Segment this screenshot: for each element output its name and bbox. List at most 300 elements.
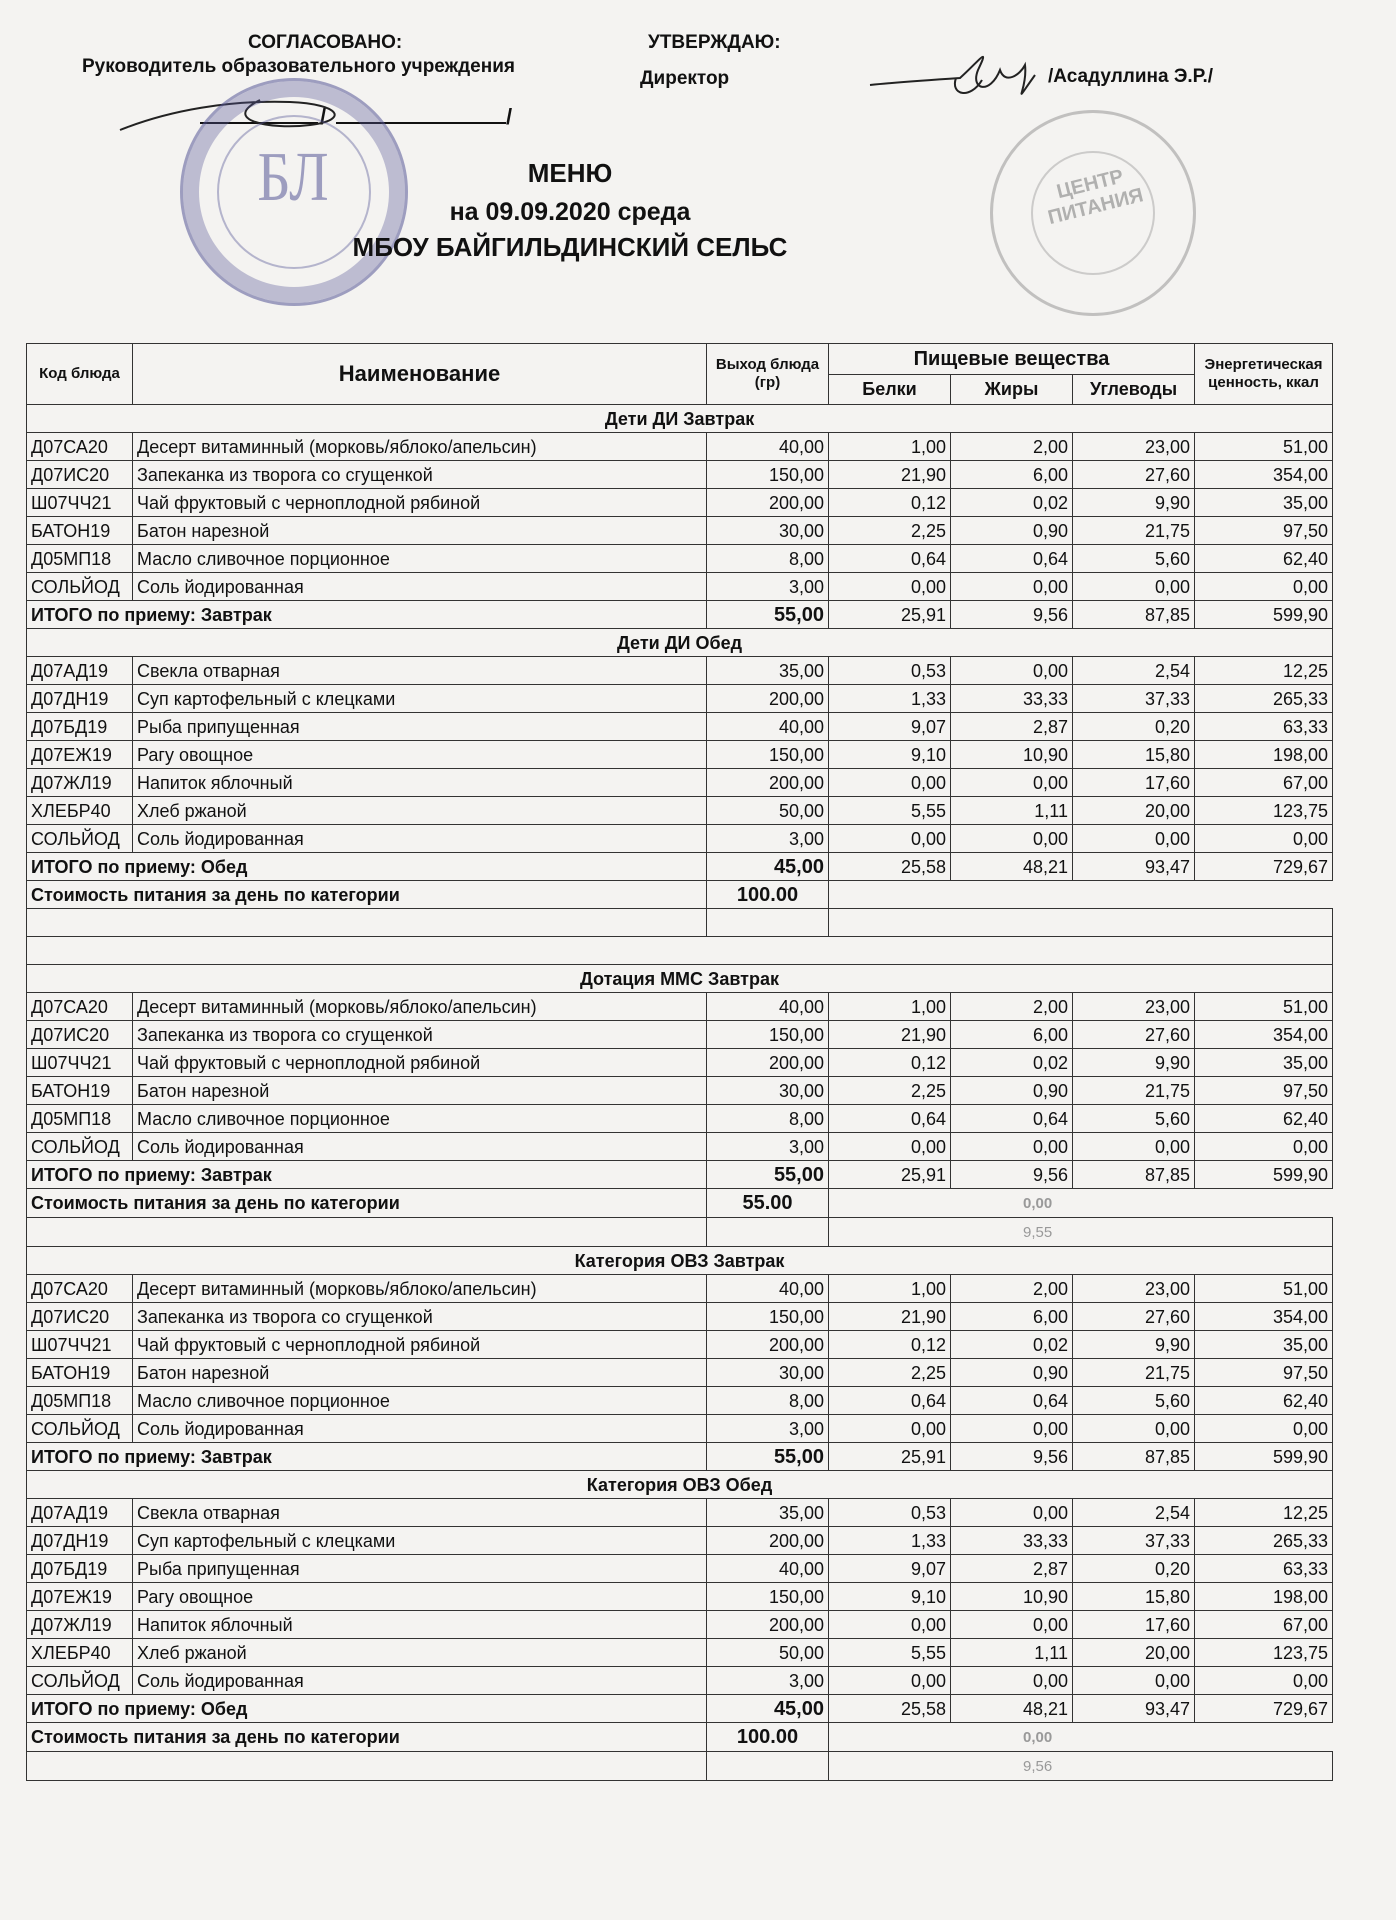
menu-table — [26, 343, 1333, 1781]
table-row — [27, 1049, 1333, 1077]
table-row — [27, 797, 1333, 825]
fat-cell: 0,90 — [951, 1077, 1073, 1105]
dish-yield-cell: 3,00 — [707, 1133, 829, 1161]
dish-yield-cell: 30,00 — [707, 1077, 829, 1105]
table-row — [27, 1499, 1333, 1527]
dish-yield-cell: 3,00 — [707, 825, 829, 853]
protein-cell: 0,64 — [829, 545, 951, 573]
carbs-cell: 17,60 — [1073, 1611, 1195, 1639]
dish-yield-cell: 40,00 — [707, 713, 829, 741]
dish-code-cell: СОЛЬЙОД — [27, 573, 133, 601]
carbs-cell: 27,60 — [1073, 461, 1195, 489]
energy-cell: 67,00 — [1195, 1611, 1333, 1639]
dish-yield-cell: 30,00 — [707, 517, 829, 545]
total-fat: 9,56 — [951, 1161, 1073, 1189]
dish-code-cell: Д07ЖЛ19 — [27, 1611, 133, 1639]
dish-code-cell: Д07ЕЖ19 — [27, 1583, 133, 1611]
carbs-cell: 2,54 — [1073, 657, 1195, 685]
carbs-cell: 0,00 — [1073, 1667, 1195, 1695]
dish-name-cell: Чай фруктовый с черноплодной рябиной — [133, 489, 707, 517]
blank-cell — [829, 1752, 1333, 1781]
section-title: Категория ОВЗ Обед — [27, 1471, 1333, 1499]
dish-yield-cell: 200,00 — [707, 489, 829, 517]
carbs-cell: 0,00 — [1073, 1415, 1195, 1443]
energy-cell: 97,50 — [1195, 517, 1333, 545]
table-row — [27, 1667, 1333, 1695]
table-row — [27, 1555, 1333, 1583]
cost-label: Стоимость питания за день по категории — [27, 1723, 707, 1752]
cost-value: 55.00 — [707, 1189, 829, 1218]
approve-label: УТВЕРЖДАЮ: — [648, 32, 781, 53]
menu-date: на 09.09.2020 среда — [449, 198, 691, 226]
dish-code-cell: Ш07ЧЧ21 — [27, 489, 133, 517]
dish-name-cell: Чай фруктовый с черноплодной рябиной — [133, 1331, 707, 1359]
agreed-label: СОГЛАСОВАНО: — [248, 32, 403, 53]
cost-extra-1: 0,00 — [1023, 1195, 1053, 1212]
fat-cell: 10,90 — [951, 1583, 1073, 1611]
table-row — [27, 1275, 1333, 1303]
dish-name-cell: Масло сливочное порционное — [133, 1105, 707, 1133]
col-carbs: Углеводы — [1073, 374, 1195, 405]
dish-code-cell: БАТОН19 — [27, 1077, 133, 1105]
total-yield: 45,00 — [707, 853, 829, 881]
col-code: Код блюда — [27, 344, 133, 405]
section-title-row — [27, 629, 1333, 657]
carbs-cell: 9,90 — [1073, 489, 1195, 517]
dish-name-cell: Соль йодированная — [133, 1133, 707, 1161]
dish-name-cell: Рыба припущенная — [133, 713, 707, 741]
dish-code-cell: Д05МП18 — [27, 1105, 133, 1133]
dish-yield-cell: 3,00 — [707, 1667, 829, 1695]
cost-extra-2: 9,55 — [1023, 1224, 1053, 1241]
blank-cell — [707, 909, 829, 937]
dish-yield-cell: 150,00 — [707, 461, 829, 489]
table-row — [27, 1133, 1333, 1161]
dish-code-cell: БАТОН19 — [27, 517, 133, 545]
protein-cell: 0,00 — [829, 1133, 951, 1161]
fat-cell: 0,00 — [951, 769, 1073, 797]
protein-cell: 0,12 — [829, 489, 951, 517]
dish-name-cell: Десерт витаминный (морковь/яблоко/апельсин) — [133, 993, 707, 1021]
energy-cell: 354,00 — [1195, 461, 1333, 489]
protein-cell: 1,33 — [829, 1527, 951, 1555]
carbs-cell: 9,90 — [1073, 1331, 1195, 1359]
protein-cell: 1,00 — [829, 433, 951, 461]
cost-empty — [829, 881, 1333, 909]
blank-row — [27, 1752, 1333, 1781]
dish-code-cell: Д05МП18 — [27, 1387, 133, 1415]
fat-cell: 2,00 — [951, 993, 1073, 1021]
dish-name-cell: Запеканка из творога со сгущенкой — [133, 1303, 707, 1331]
total-energy: 599,90 — [1195, 1443, 1333, 1471]
dish-yield-cell: 30,00 — [707, 1359, 829, 1387]
dish-code-cell: Д07ИС20 — [27, 1021, 133, 1049]
total-carbs: 87,85 — [1073, 1161, 1195, 1189]
dish-name-cell: Рагу овощное — [133, 741, 707, 769]
dish-name-cell: Свекла отварная — [133, 1499, 707, 1527]
total-energy: 599,90 — [1195, 601, 1333, 629]
dish-name-cell: Батон нарезной — [133, 517, 707, 545]
total-protein: 25,91 — [829, 601, 951, 629]
blank-row — [27, 1218, 1333, 1247]
dish-yield-cell: 50,00 — [707, 1639, 829, 1667]
energy-cell: 97,50 — [1195, 1359, 1333, 1387]
dish-name-cell: Десерт витаминный (морковь/яблоко/апельсин) — [133, 1275, 707, 1303]
total-label: ИТОГО по приему: Завтрак — [27, 1161, 707, 1189]
fat-cell: 6,00 — [951, 1303, 1073, 1331]
fat-cell: 0,00 — [951, 1667, 1073, 1695]
dish-yield-cell: 3,00 — [707, 1415, 829, 1443]
total-yield: 55,00 — [707, 601, 829, 629]
protein-cell: 21,90 — [829, 461, 951, 489]
col-nutrients: Пищевые вещества — [829, 344, 1195, 375]
dish-yield-cell: 35,00 — [707, 657, 829, 685]
cost-value: 100.00 — [707, 1723, 829, 1752]
protein-cell: 0,00 — [829, 1415, 951, 1443]
total-carbs: 87,85 — [1073, 601, 1195, 629]
total-label: ИТОГО по приему: Обед — [27, 853, 707, 881]
protein-cell: 9,07 — [829, 713, 951, 741]
fat-cell: 0,02 — [951, 1049, 1073, 1077]
fat-cell: 0,64 — [951, 545, 1073, 573]
total-fat: 48,21 — [951, 1695, 1073, 1723]
carbs-cell: 27,60 — [1073, 1303, 1195, 1331]
total-carbs: 87,85 — [1073, 1443, 1195, 1471]
carbs-cell: 20,00 — [1073, 1639, 1195, 1667]
dish-code-cell: СОЛЬЙОД — [27, 1133, 133, 1161]
energy-cell: 62,40 — [1195, 545, 1333, 573]
dish-yield-cell: 8,00 — [707, 1387, 829, 1415]
cost-value: 100.00 — [707, 881, 829, 909]
approve-name: /Асадуллина Э.Р./ — [1048, 66, 1214, 87]
table-row — [27, 1021, 1333, 1049]
total-fat: 48,21 — [951, 853, 1073, 881]
carbs-cell: 21,75 — [1073, 517, 1195, 545]
fat-cell: 0,64 — [951, 1387, 1073, 1415]
energy-cell: 35,00 — [1195, 1049, 1333, 1077]
energy-cell: 0,00 — [1195, 1667, 1333, 1695]
cost-row — [27, 1723, 1333, 1752]
total-protein: 25,91 — [829, 1161, 951, 1189]
total-protein: 25,58 — [829, 853, 951, 881]
dish-code-cell: СОЛЬЙОД — [27, 825, 133, 853]
total-row — [27, 853, 1333, 881]
energy-cell: 123,75 — [1195, 797, 1333, 825]
carbs-cell: 21,75 — [1073, 1359, 1195, 1387]
table-row — [27, 517, 1333, 545]
dish-code-cell: Д07ЖЛ19 — [27, 769, 133, 797]
fat-cell: 0,02 — [951, 489, 1073, 517]
carbs-cell: 23,00 — [1073, 993, 1195, 1021]
dish-yield-cell: 200,00 — [707, 1527, 829, 1555]
dish-code-cell: СОЛЬЙОД — [27, 1415, 133, 1443]
dish-name-cell: Батон нарезной — [133, 1077, 707, 1105]
energy-cell: 0,00 — [1195, 825, 1333, 853]
cost-empty — [829, 1723, 1333, 1752]
dish-name-cell: Чай фруктовый с черноплодной рябиной — [133, 1049, 707, 1077]
fat-cell: 1,11 — [951, 1639, 1073, 1667]
protein-cell: 2,25 — [829, 1077, 951, 1105]
dish-yield-cell: 150,00 — [707, 1021, 829, 1049]
carbs-cell: 23,00 — [1073, 1275, 1195, 1303]
energy-cell: 354,00 — [1195, 1021, 1333, 1049]
total-row — [27, 1161, 1333, 1189]
energy-cell: 12,25 — [1195, 657, 1333, 685]
dish-code-cell: Д07АД19 — [27, 657, 133, 685]
left-signature-slash-2: / — [506, 104, 513, 129]
fat-cell: 1,11 — [951, 797, 1073, 825]
total-fat: 9,56 — [951, 601, 1073, 629]
table-row — [27, 489, 1333, 517]
dish-name-cell: Масло сливочное порционное — [133, 1387, 707, 1415]
table-row — [27, 1303, 1333, 1331]
dish-name-cell: Соль йодированная — [133, 1667, 707, 1695]
section-gap — [27, 937, 1333, 965]
carbs-cell: 0,20 — [1073, 1555, 1195, 1583]
total-fat: 9,56 — [951, 1443, 1073, 1471]
energy-cell: 0,00 — [1195, 1133, 1333, 1161]
fat-cell: 0,00 — [951, 825, 1073, 853]
gap-cell — [27, 937, 1333, 965]
dish-name-cell: Соль йодированная — [133, 573, 707, 601]
energy-cell: 123,75 — [1195, 1639, 1333, 1667]
dish-name-cell: Суп картофельный с клецками — [133, 685, 707, 713]
protein-cell: 0,64 — [829, 1105, 951, 1133]
table-row — [27, 741, 1333, 769]
carbs-cell: 0,00 — [1073, 1133, 1195, 1161]
blank-cell — [27, 1218, 707, 1247]
section-title-row — [27, 965, 1333, 993]
dish-code-cell: ХЛЕБР40 — [27, 797, 133, 825]
seal-logo: БЛ — [257, 137, 329, 216]
dish-name-cell: Батон нарезной — [133, 1359, 707, 1387]
total-yield: 55,00 — [707, 1443, 829, 1471]
table-row — [27, 1583, 1333, 1611]
left-signature-slash: / — [320, 104, 327, 129]
blank-cell — [27, 1752, 707, 1781]
handwritten-signature — [860, 40, 1060, 130]
dish-yield-cell: 40,00 — [707, 993, 829, 1021]
dish-name-cell: Напиток яблочный — [133, 769, 707, 797]
protein-cell: 0,64 — [829, 1387, 951, 1415]
carbs-cell: 0,20 — [1073, 713, 1195, 741]
total-yield: 55,00 — [707, 1161, 829, 1189]
protein-cell: 21,90 — [829, 1303, 951, 1331]
blank-cell — [829, 909, 1333, 937]
energy-cell: 198,00 — [1195, 1583, 1333, 1611]
table-row — [27, 1611, 1333, 1639]
dish-name-cell: Десерт витаминный (морковь/яблоко/апельсин) — [133, 433, 707, 461]
energy-cell: 265,33 — [1195, 1527, 1333, 1555]
protein-cell: 1,00 — [829, 1275, 951, 1303]
dish-name-cell: Свекла отварная — [133, 657, 707, 685]
blank-row — [27, 909, 1333, 937]
total-label: ИТОГО по приему: Обед — [27, 1695, 707, 1723]
dish-name-cell: Запеканка из творога со сгущенкой — [133, 1021, 707, 1049]
col-fat: Жиры — [951, 374, 1073, 405]
col-energy: Энергетическая ценность, ккал — [1195, 344, 1333, 405]
table-row — [27, 545, 1333, 573]
energy-cell: 35,00 — [1195, 489, 1333, 517]
energy-cell: 51,00 — [1195, 993, 1333, 1021]
dish-code-cell: Д07БД19 — [27, 713, 133, 741]
fat-cell: 2,87 — [951, 1555, 1073, 1583]
energy-cell: 62,40 — [1195, 1105, 1333, 1133]
cost-label: Стоимость питания за день по категории — [27, 1189, 707, 1218]
dish-name-cell: Суп картофельный с клецками — [133, 1527, 707, 1555]
dish-yield-cell: 40,00 — [707, 1275, 829, 1303]
fat-cell: 10,90 — [951, 741, 1073, 769]
table-row — [27, 1639, 1333, 1667]
section-title: Дети ДИ Завтрак — [27, 405, 1333, 433]
dish-yield-cell: 200,00 — [707, 1611, 829, 1639]
total-energy: 729,67 — [1195, 1695, 1333, 1723]
menu-title: МЕНЮ — [527, 158, 613, 188]
protein-cell: 0,00 — [829, 1611, 951, 1639]
dish-yield-cell: 40,00 — [707, 1555, 829, 1583]
cost-row — [27, 1189, 1333, 1218]
dish-yield-cell: 150,00 — [707, 1583, 829, 1611]
cost-row — [27, 881, 1333, 909]
section-title: Категория ОВЗ Завтрак — [27, 1247, 1333, 1275]
cost-empty — [829, 1189, 1333, 1218]
dish-yield-cell: 200,00 — [707, 1331, 829, 1359]
fat-cell: 0,64 — [951, 1105, 1073, 1133]
dish-code-cell: Д05МП18 — [27, 545, 133, 573]
total-carbs: 93,47 — [1073, 853, 1195, 881]
dish-name-cell: Рыба припущенная — [133, 1555, 707, 1583]
fat-cell: 0,00 — [951, 1415, 1073, 1443]
energy-cell: 198,00 — [1195, 741, 1333, 769]
fat-cell: 0,00 — [951, 1499, 1073, 1527]
carbs-cell: 37,33 — [1073, 1527, 1195, 1555]
cost-extra-2: 9,56 — [1023, 1758, 1053, 1775]
protein-cell: 5,55 — [829, 1639, 951, 1667]
round-seal-left — [180, 78, 408, 306]
dish-yield-cell: 150,00 — [707, 741, 829, 769]
protein-cell: 1,33 — [829, 685, 951, 713]
dish-code-cell: Ш07ЧЧ21 — [27, 1049, 133, 1077]
col-protein: Белки — [829, 374, 951, 405]
protein-cell: 0,00 — [829, 825, 951, 853]
dish-name-cell: Хлеб ржаной — [133, 797, 707, 825]
agreed-role: Руководитель образовательного учреждения — [82, 56, 515, 77]
energy-cell: 51,00 — [1195, 433, 1333, 461]
dish-name-cell: Масло сливочное порционное — [133, 545, 707, 573]
table-row — [27, 769, 1333, 797]
total-energy: 729,67 — [1195, 853, 1333, 881]
dish-code-cell: Д07ИС20 — [27, 461, 133, 489]
protein-cell: 2,25 — [829, 517, 951, 545]
table-row — [27, 573, 1333, 601]
fat-cell: 2,00 — [951, 433, 1073, 461]
approve-role: Директор — [640, 68, 730, 89]
carbs-cell: 5,60 — [1073, 1105, 1195, 1133]
total-row — [27, 601, 1333, 629]
cost-label: Стоимость питания за день по категории — [27, 881, 707, 909]
carbs-cell: 0,00 — [1073, 825, 1195, 853]
energy-cell: 62,40 — [1195, 1387, 1333, 1415]
table-row — [27, 825, 1333, 853]
fat-cell: 0,90 — [951, 517, 1073, 545]
dish-yield-cell: 40,00 — [707, 433, 829, 461]
fat-cell: 0,02 — [951, 1331, 1073, 1359]
protein-cell: 0,12 — [829, 1331, 951, 1359]
table-row — [27, 1415, 1333, 1443]
carbs-cell: 15,80 — [1073, 741, 1195, 769]
dish-code-cell: Д07СА20 — [27, 1275, 133, 1303]
energy-cell: 354,00 — [1195, 1303, 1333, 1331]
dish-name-cell: Напиток яблочный — [133, 1611, 707, 1639]
dish-yield-cell: 200,00 — [707, 1049, 829, 1077]
carbs-cell: 23,00 — [1073, 433, 1195, 461]
fat-cell: 0,00 — [951, 1611, 1073, 1639]
table-row — [27, 461, 1333, 489]
energy-cell: 97,50 — [1195, 1077, 1333, 1105]
protein-cell: 0,12 — [829, 1049, 951, 1077]
blank-cell — [27, 909, 707, 937]
dish-code-cell: Д07ИС20 — [27, 1303, 133, 1331]
dish-code-cell: ХЛЕБР40 — [27, 1639, 133, 1667]
energy-cell: 63,33 — [1195, 1555, 1333, 1583]
protein-cell: 5,55 — [829, 797, 951, 825]
energy-cell: 35,00 — [1195, 1331, 1333, 1359]
fat-cell: 0,00 — [951, 1133, 1073, 1161]
protein-cell: 21,90 — [829, 1021, 951, 1049]
total-energy: 599,90 — [1195, 1161, 1333, 1189]
table-row — [27, 685, 1333, 713]
protein-cell: 0,00 — [829, 769, 951, 797]
table-row — [27, 713, 1333, 741]
carbs-cell: 15,80 — [1073, 1583, 1195, 1611]
dish-code-cell: Д07ЕЖ19 — [27, 741, 133, 769]
fat-cell: 33,33 — [951, 685, 1073, 713]
energy-cell: 0,00 — [1195, 573, 1333, 601]
seal-text: ЦЕНТР ПИТАНИЯ — [1045, 165, 1146, 230]
section-title: Дети ДИ Обед — [27, 629, 1333, 657]
table-row — [27, 433, 1333, 461]
table-row — [27, 657, 1333, 685]
total-row — [27, 1443, 1333, 1471]
dish-code-cell: Д07БД19 — [27, 1555, 133, 1583]
dish-code-cell: СОЛЬЙОД — [27, 1667, 133, 1695]
dish-yield-cell: 200,00 — [707, 769, 829, 797]
carbs-cell: 21,75 — [1073, 1077, 1195, 1105]
dish-name-cell: Запеканка из творога со сгущенкой — [133, 461, 707, 489]
carbs-cell: 17,60 — [1073, 769, 1195, 797]
energy-cell: 12,25 — [1195, 1499, 1333, 1527]
table-row — [27, 1105, 1333, 1133]
protein-cell: 0,53 — [829, 1499, 951, 1527]
protein-cell: 2,25 — [829, 1359, 951, 1387]
blank-cell — [829, 1218, 1333, 1247]
table-row — [27, 1527, 1333, 1555]
section-title: Дотация ММС Завтрак — [27, 965, 1333, 993]
section-title-row — [27, 1247, 1333, 1275]
dish-name-cell: Соль йодированная — [133, 825, 707, 853]
total-carbs: 93,47 — [1073, 1695, 1195, 1723]
dish-yield-cell: 200,00 — [707, 685, 829, 713]
total-label: ИТОГО по приему: Завтрак — [27, 1443, 707, 1471]
menu-body — [27, 405, 1333, 1781]
dish-yield-cell: 8,00 — [707, 1105, 829, 1133]
col-yield: Выход блюда (гр) — [707, 344, 829, 405]
table-row — [27, 1387, 1333, 1415]
fat-cell: 2,00 — [951, 1275, 1073, 1303]
dish-name-cell: Хлеб ржаной — [133, 1639, 707, 1667]
fat-cell: 6,00 — [951, 461, 1073, 489]
dish-yield-cell: 8,00 — [707, 545, 829, 573]
